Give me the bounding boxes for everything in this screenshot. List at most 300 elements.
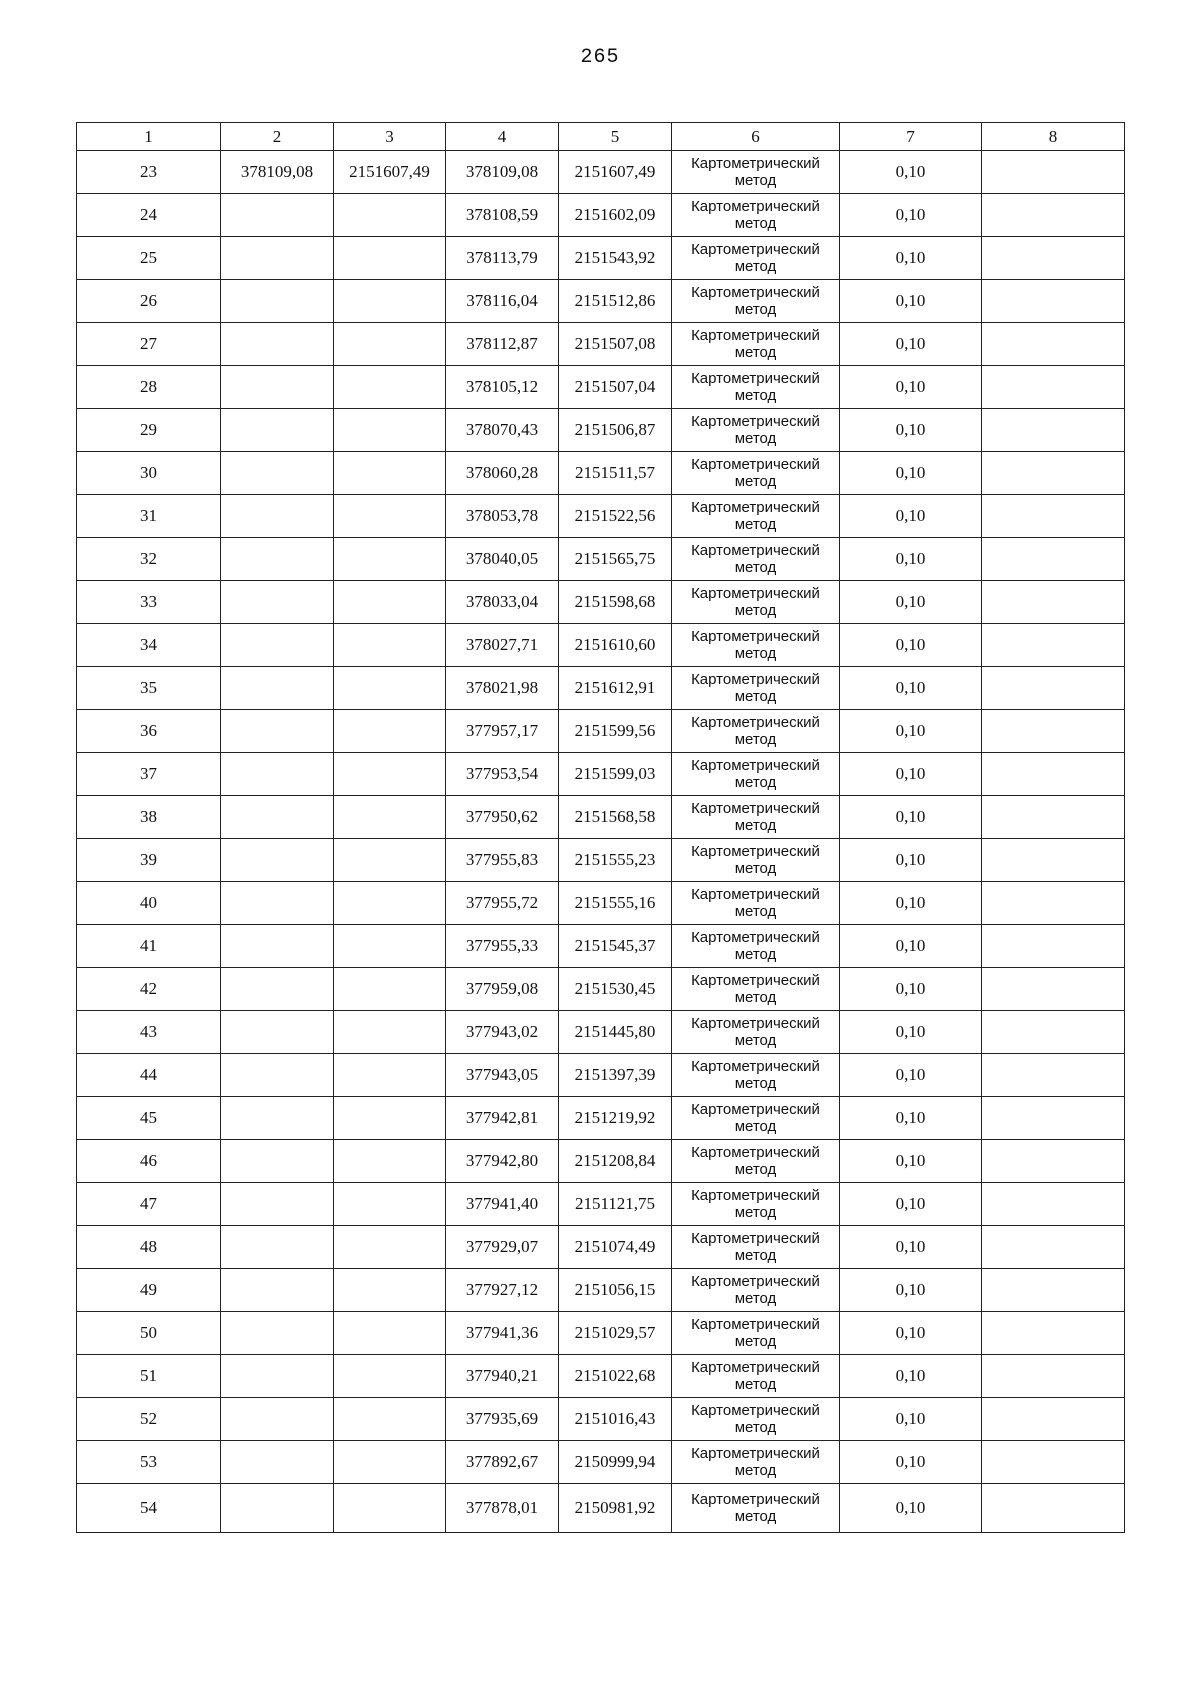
x-coordinate-cell: 377950,62 <box>446 796 559 839</box>
accuracy-cell: 0,10 <box>840 538 982 581</box>
column-8-cell <box>982 194 1125 237</box>
table-row <box>77 538 1125 581</box>
column-3-cell <box>334 452 446 495</box>
point-number-cell: 49 <box>77 1269 221 1312</box>
method-cell <box>672 1097 840 1140</box>
point-number-cell: 26 <box>77 280 221 323</box>
column-2-cell: 378109,08 <box>221 151 334 194</box>
column-2-cell <box>221 409 334 452</box>
method-line-1: Картометрический <box>691 714 820 731</box>
method-cell <box>672 538 840 581</box>
method-cell <box>672 280 840 323</box>
method-line-2: метод <box>734 215 777 232</box>
point-number-cell: 37 <box>77 753 221 796</box>
y-coordinate-cell: 2151607,49 <box>559 151 672 194</box>
accuracy-cell: 0,10 <box>840 796 982 839</box>
accuracy-cell: 0,10 <box>840 1054 982 1097</box>
column-8-cell <box>982 151 1125 194</box>
table-row <box>77 925 1125 968</box>
column-3-cell <box>334 1097 446 1140</box>
column-8-cell <box>982 1484 1125 1533</box>
method-line-2: метод <box>734 860 777 877</box>
method-cell <box>672 237 840 280</box>
column-8-cell <box>982 1140 1125 1183</box>
table-row <box>77 796 1125 839</box>
column-2-cell <box>221 366 334 409</box>
method-cell <box>672 323 840 366</box>
x-coordinate-cell: 378053,78 <box>446 495 559 538</box>
method-cell <box>672 753 840 796</box>
method-line-2: метод <box>734 731 777 748</box>
method-line-1: Картометрический <box>691 628 820 645</box>
accuracy-cell: 0,10 <box>840 237 982 280</box>
x-coordinate-cell: 378112,87 <box>446 323 559 366</box>
column-2-cell <box>221 1226 334 1269</box>
column-2-cell <box>221 538 334 581</box>
accuracy-cell: 0,10 <box>840 1355 982 1398</box>
accuracy-cell: 0,10 <box>840 1484 982 1533</box>
method-line-2: метод <box>734 172 777 189</box>
x-coordinate-cell: 377878,01 <box>446 1484 559 1533</box>
table-row <box>77 1312 1125 1355</box>
column-8-cell <box>982 624 1125 667</box>
method-line-1: Картометрический <box>691 1273 820 1290</box>
point-number-cell: 47 <box>77 1183 221 1226</box>
coordinates-table <box>76 122 1125 1533</box>
column-header-2: 2 <box>221 123 334 151</box>
y-coordinate-cell: 2151555,16 <box>559 882 672 925</box>
method-line-1: Картометрический <box>691 198 820 215</box>
method-line-1: Картометрический <box>691 241 820 258</box>
point-number-cell: 36 <box>77 710 221 753</box>
accuracy-cell: 0,10 <box>840 753 982 796</box>
y-coordinate-cell: 2151568,58 <box>559 796 672 839</box>
accuracy-cell: 0,10 <box>840 409 982 452</box>
x-coordinate-cell: 377953,54 <box>446 753 559 796</box>
x-coordinate-cell: 377941,40 <box>446 1183 559 1226</box>
method-line-2: метод <box>734 1118 777 1135</box>
point-number-cell: 34 <box>77 624 221 667</box>
method-line-1: Картометрический <box>691 1316 820 1333</box>
column-8-cell <box>982 1183 1125 1226</box>
column-2-cell <box>221 1140 334 1183</box>
method-line-2: метод <box>734 473 777 490</box>
column-header-7: 7 <box>840 123 982 151</box>
table-row <box>77 151 1125 194</box>
column-3-cell <box>334 1140 446 1183</box>
column-2-cell <box>221 280 334 323</box>
point-number-cell: 32 <box>77 538 221 581</box>
method-line-1: Картометрический <box>691 1359 820 1376</box>
x-coordinate-cell: 377942,80 <box>446 1140 559 1183</box>
column-2-cell <box>221 1398 334 1441</box>
table-row <box>77 1097 1125 1140</box>
method-line-2: метод <box>734 1204 777 1221</box>
column-3-cell <box>334 1269 446 1312</box>
method-cell <box>672 151 840 194</box>
point-number-cell: 43 <box>77 1011 221 1054</box>
method-line-2: метод <box>734 1419 777 1436</box>
method-line-1: Картометрический <box>691 155 820 172</box>
y-coordinate-cell: 2151397,39 <box>559 1054 672 1097</box>
column-3-cell <box>334 1011 446 1054</box>
method-cell <box>672 366 840 409</box>
x-coordinate-cell: 377940,21 <box>446 1355 559 1398</box>
column-8-cell <box>982 1441 1125 1484</box>
table-row <box>77 280 1125 323</box>
point-number-cell: 31 <box>77 495 221 538</box>
point-number-cell: 40 <box>77 882 221 925</box>
x-coordinate-cell: 377943,05 <box>446 1054 559 1097</box>
method-line-1: Картометрический <box>691 456 820 473</box>
method-cell <box>672 1441 840 1484</box>
y-coordinate-cell: 2151056,15 <box>559 1269 672 1312</box>
x-coordinate-cell: 377927,12 <box>446 1269 559 1312</box>
accuracy-cell: 0,10 <box>840 667 982 710</box>
accuracy-cell: 0,10 <box>840 882 982 925</box>
method-line-2: метод <box>734 774 777 791</box>
method-line-2: метод <box>734 1508 777 1525</box>
method-line-1: Картометрический <box>691 886 820 903</box>
point-number-cell: 28 <box>77 366 221 409</box>
column-8-cell <box>982 452 1125 495</box>
page-number: 265 <box>580 46 620 69</box>
column-3-cell: 2151607,49 <box>334 151 446 194</box>
column-header-5: 5 <box>559 123 672 151</box>
column-8-cell <box>982 1312 1125 1355</box>
x-coordinate-cell: 377955,72 <box>446 882 559 925</box>
method-cell <box>672 1312 840 1355</box>
table-body <box>77 151 1125 1533</box>
method-line-2: метод <box>734 1161 777 1178</box>
column-3-cell <box>334 1183 446 1226</box>
accuracy-cell: 0,10 <box>840 1441 982 1484</box>
column-2-cell <box>221 194 334 237</box>
method-cell <box>672 624 840 667</box>
method-cell <box>672 194 840 237</box>
y-coordinate-cell: 2151545,37 <box>559 925 672 968</box>
x-coordinate-cell: 377942,81 <box>446 1097 559 1140</box>
accuracy-cell: 0,10 <box>840 1269 982 1312</box>
point-number-cell: 54 <box>77 1484 221 1533</box>
table-row <box>77 1269 1125 1312</box>
x-coordinate-cell: 377955,83 <box>446 839 559 882</box>
x-coordinate-cell: 378060,28 <box>446 452 559 495</box>
x-coordinate-cell: 378108,59 <box>446 194 559 237</box>
method-cell <box>672 1355 840 1398</box>
column-header-3: 3 <box>334 123 446 151</box>
column-2-cell <box>221 1355 334 1398</box>
method-cell <box>672 581 840 624</box>
point-number-cell: 29 <box>77 409 221 452</box>
method-line-1: Картометрический <box>691 284 820 301</box>
method-cell <box>672 968 840 1011</box>
column-3-cell <box>334 495 446 538</box>
column-8-cell <box>982 839 1125 882</box>
table-row <box>77 194 1125 237</box>
table-row <box>77 1398 1125 1441</box>
table-row <box>77 1140 1125 1183</box>
header-row <box>77 123 1125 151</box>
accuracy-cell: 0,10 <box>840 968 982 1011</box>
column-2-cell <box>221 925 334 968</box>
method-line-1: Картометрический <box>691 1058 820 1075</box>
point-number-cell: 25 <box>77 237 221 280</box>
x-coordinate-cell: 378105,12 <box>446 366 559 409</box>
x-coordinate-cell: 377941,36 <box>446 1312 559 1355</box>
accuracy-cell: 0,10 <box>840 839 982 882</box>
point-number-cell: 30 <box>77 452 221 495</box>
column-8-cell <box>982 968 1125 1011</box>
method-line-2: метод <box>734 258 777 275</box>
accuracy-cell: 0,10 <box>840 280 982 323</box>
method-cell <box>672 710 840 753</box>
method-line-1: Картометрический <box>691 585 820 602</box>
x-coordinate-cell: 378040,05 <box>446 538 559 581</box>
column-8-cell <box>982 667 1125 710</box>
method-line-2: метод <box>734 516 777 533</box>
method-line-2: метод <box>734 559 777 576</box>
table-row <box>77 667 1125 710</box>
method-line-1: Картометрический <box>691 1445 820 1462</box>
accuracy-cell: 0,10 <box>840 1183 982 1226</box>
column-8-cell <box>982 366 1125 409</box>
method-line-2: метод <box>734 1376 777 1393</box>
accuracy-cell: 0,10 <box>840 710 982 753</box>
method-cell <box>672 796 840 839</box>
point-number-cell: 38 <box>77 796 221 839</box>
column-8-cell <box>982 237 1125 280</box>
accuracy-cell: 0,10 <box>840 624 982 667</box>
x-coordinate-cell: 377943,02 <box>446 1011 559 1054</box>
y-coordinate-cell: 2151074,49 <box>559 1226 672 1269</box>
method-line-1: Картометрический <box>691 1491 820 1508</box>
y-coordinate-cell: 2150999,94 <box>559 1441 672 1484</box>
point-number-cell: 46 <box>77 1140 221 1183</box>
method-line-2: метод <box>734 1247 777 1264</box>
method-cell <box>672 1398 840 1441</box>
x-coordinate-cell: 378109,08 <box>446 151 559 194</box>
column-3-cell <box>334 237 446 280</box>
column-header-6: 6 <box>672 123 840 151</box>
method-cell <box>672 1011 840 1054</box>
point-number-cell: 24 <box>77 194 221 237</box>
table-row <box>77 1441 1125 1484</box>
accuracy-cell: 0,10 <box>840 1011 982 1054</box>
column-2-cell <box>221 624 334 667</box>
y-coordinate-cell: 2151121,75 <box>559 1183 672 1226</box>
table-row <box>77 1226 1125 1269</box>
accuracy-cell: 0,10 <box>840 581 982 624</box>
column-8-cell <box>982 323 1125 366</box>
column-2-cell <box>221 710 334 753</box>
column-8-cell <box>982 882 1125 925</box>
column-2-cell <box>221 1269 334 1312</box>
y-coordinate-cell: 2151445,80 <box>559 1011 672 1054</box>
y-coordinate-cell: 2151565,75 <box>559 538 672 581</box>
column-3-cell <box>334 1355 446 1398</box>
method-cell <box>672 1054 840 1097</box>
y-coordinate-cell: 2151612,91 <box>559 667 672 710</box>
table-row <box>77 1484 1125 1533</box>
method-line-2: метод <box>734 430 777 447</box>
table-row <box>77 624 1125 667</box>
column-3-cell <box>334 624 446 667</box>
column-8-cell <box>982 796 1125 839</box>
column-3-cell <box>334 753 446 796</box>
column-2-cell <box>221 581 334 624</box>
y-coordinate-cell: 2151599,56 <box>559 710 672 753</box>
point-number-cell: 35 <box>77 667 221 710</box>
method-cell <box>672 925 840 968</box>
method-line-2: метод <box>734 1032 777 1049</box>
column-2-cell <box>221 1312 334 1355</box>
column-2-cell <box>221 882 334 925</box>
method-line-1: Картометрический <box>691 757 820 774</box>
x-coordinate-cell: 378027,71 <box>446 624 559 667</box>
y-coordinate-cell: 2151610,60 <box>559 624 672 667</box>
method-line-2: метод <box>734 1333 777 1350</box>
method-line-1: Картометрический <box>691 843 820 860</box>
accuracy-cell: 0,10 <box>840 1226 982 1269</box>
method-cell <box>672 1226 840 1269</box>
x-coordinate-cell: 378033,04 <box>446 581 559 624</box>
accuracy-cell: 0,10 <box>840 366 982 409</box>
table-row <box>77 409 1125 452</box>
y-coordinate-cell: 2151598,68 <box>559 581 672 624</box>
method-cell <box>672 409 840 452</box>
column-2-cell <box>221 753 334 796</box>
column-2-cell <box>221 968 334 1011</box>
column-3-cell <box>334 409 446 452</box>
column-3-cell <box>334 538 446 581</box>
point-number-cell: 27 <box>77 323 221 366</box>
method-line-1: Картометрический <box>691 929 820 946</box>
method-cell <box>672 882 840 925</box>
y-coordinate-cell: 2151507,08 <box>559 323 672 366</box>
column-2-cell <box>221 1097 334 1140</box>
method-line-2: метод <box>734 1462 777 1479</box>
y-coordinate-cell: 2151511,57 <box>559 452 672 495</box>
accuracy-cell: 0,10 <box>840 1398 982 1441</box>
method-line-1: Картометрический <box>691 327 820 344</box>
table-row <box>77 1054 1125 1097</box>
column-3-cell <box>334 1226 446 1269</box>
column-header-4: 4 <box>446 123 559 151</box>
table-row <box>77 495 1125 538</box>
y-coordinate-cell: 2151512,86 <box>559 280 672 323</box>
column-3-cell <box>334 925 446 968</box>
y-coordinate-cell: 2151530,45 <box>559 968 672 1011</box>
column-3-cell <box>334 882 446 925</box>
column-2-cell <box>221 323 334 366</box>
table-row <box>77 452 1125 495</box>
y-coordinate-cell: 2151507,04 <box>559 366 672 409</box>
column-3-cell <box>334 667 446 710</box>
column-3-cell <box>334 194 446 237</box>
accuracy-cell: 0,10 <box>840 151 982 194</box>
x-coordinate-cell: 377957,17 <box>446 710 559 753</box>
method-cell <box>672 1140 840 1183</box>
column-header-8: 8 <box>982 123 1125 151</box>
column-8-cell <box>982 1269 1125 1312</box>
column-8-cell <box>982 280 1125 323</box>
y-coordinate-cell: 2151029,57 <box>559 1312 672 1355</box>
method-cell <box>672 1484 840 1533</box>
column-3-cell <box>334 710 446 753</box>
method-line-2: метод <box>734 946 777 963</box>
method-line-1: Картометрический <box>691 671 820 688</box>
method-cell <box>672 452 840 495</box>
accuracy-cell: 0,10 <box>840 1097 982 1140</box>
column-3-cell <box>334 1398 446 1441</box>
column-8-cell <box>982 753 1125 796</box>
y-coordinate-cell: 2150981,92 <box>559 1484 672 1533</box>
y-coordinate-cell: 2151016,43 <box>559 1398 672 1441</box>
method-line-1: Картометрический <box>691 1015 820 1032</box>
accuracy-cell: 0,10 <box>840 1140 982 1183</box>
table-row <box>77 839 1125 882</box>
method-line-1: Картометрический <box>691 1402 820 1419</box>
y-coordinate-cell: 2151208,84 <box>559 1140 672 1183</box>
point-number-cell: 42 <box>77 968 221 1011</box>
table-row <box>77 323 1125 366</box>
method-line-2: метод <box>734 817 777 834</box>
point-number-cell: 23 <box>77 151 221 194</box>
accuracy-cell: 0,10 <box>840 495 982 538</box>
column-8-cell <box>982 1398 1125 1441</box>
column-8-cell <box>982 581 1125 624</box>
table-row <box>77 1011 1125 1054</box>
accuracy-cell: 0,10 <box>840 925 982 968</box>
y-coordinate-cell: 2151522,56 <box>559 495 672 538</box>
x-coordinate-cell: 378070,43 <box>446 409 559 452</box>
x-coordinate-cell: 378116,04 <box>446 280 559 323</box>
x-coordinate-cell: 377892,67 <box>446 1441 559 1484</box>
method-line-1: Картометрический <box>691 499 820 516</box>
method-line-2: метод <box>734 301 777 318</box>
method-line-2: метод <box>734 989 777 1006</box>
point-number-cell: 41 <box>77 925 221 968</box>
table-row <box>77 581 1125 624</box>
point-number-cell: 51 <box>77 1355 221 1398</box>
column-3-cell <box>334 1441 446 1484</box>
method-line-2: метод <box>734 645 777 662</box>
y-coordinate-cell: 2151602,09 <box>559 194 672 237</box>
column-2-cell <box>221 495 334 538</box>
method-line-2: метод <box>734 602 777 619</box>
table-row <box>77 882 1125 925</box>
column-3-cell <box>334 796 446 839</box>
method-line-2: метод <box>734 344 777 361</box>
point-number-cell: 48 <box>77 1226 221 1269</box>
column-8-cell <box>982 1054 1125 1097</box>
method-line-2: метод <box>734 688 777 705</box>
table-row <box>77 1183 1125 1226</box>
method-line-1: Картометрический <box>691 1101 820 1118</box>
column-3-cell <box>334 581 446 624</box>
method-line-2: метод <box>734 1075 777 1092</box>
column-3-cell <box>334 839 446 882</box>
column-8-cell <box>982 1011 1125 1054</box>
x-coordinate-cell: 377959,08 <box>446 968 559 1011</box>
point-number-cell: 44 <box>77 1054 221 1097</box>
y-coordinate-cell: 2151506,87 <box>559 409 672 452</box>
column-2-cell <box>221 1011 334 1054</box>
table-row <box>77 1355 1125 1398</box>
column-2-cell <box>221 452 334 495</box>
method-cell <box>672 667 840 710</box>
